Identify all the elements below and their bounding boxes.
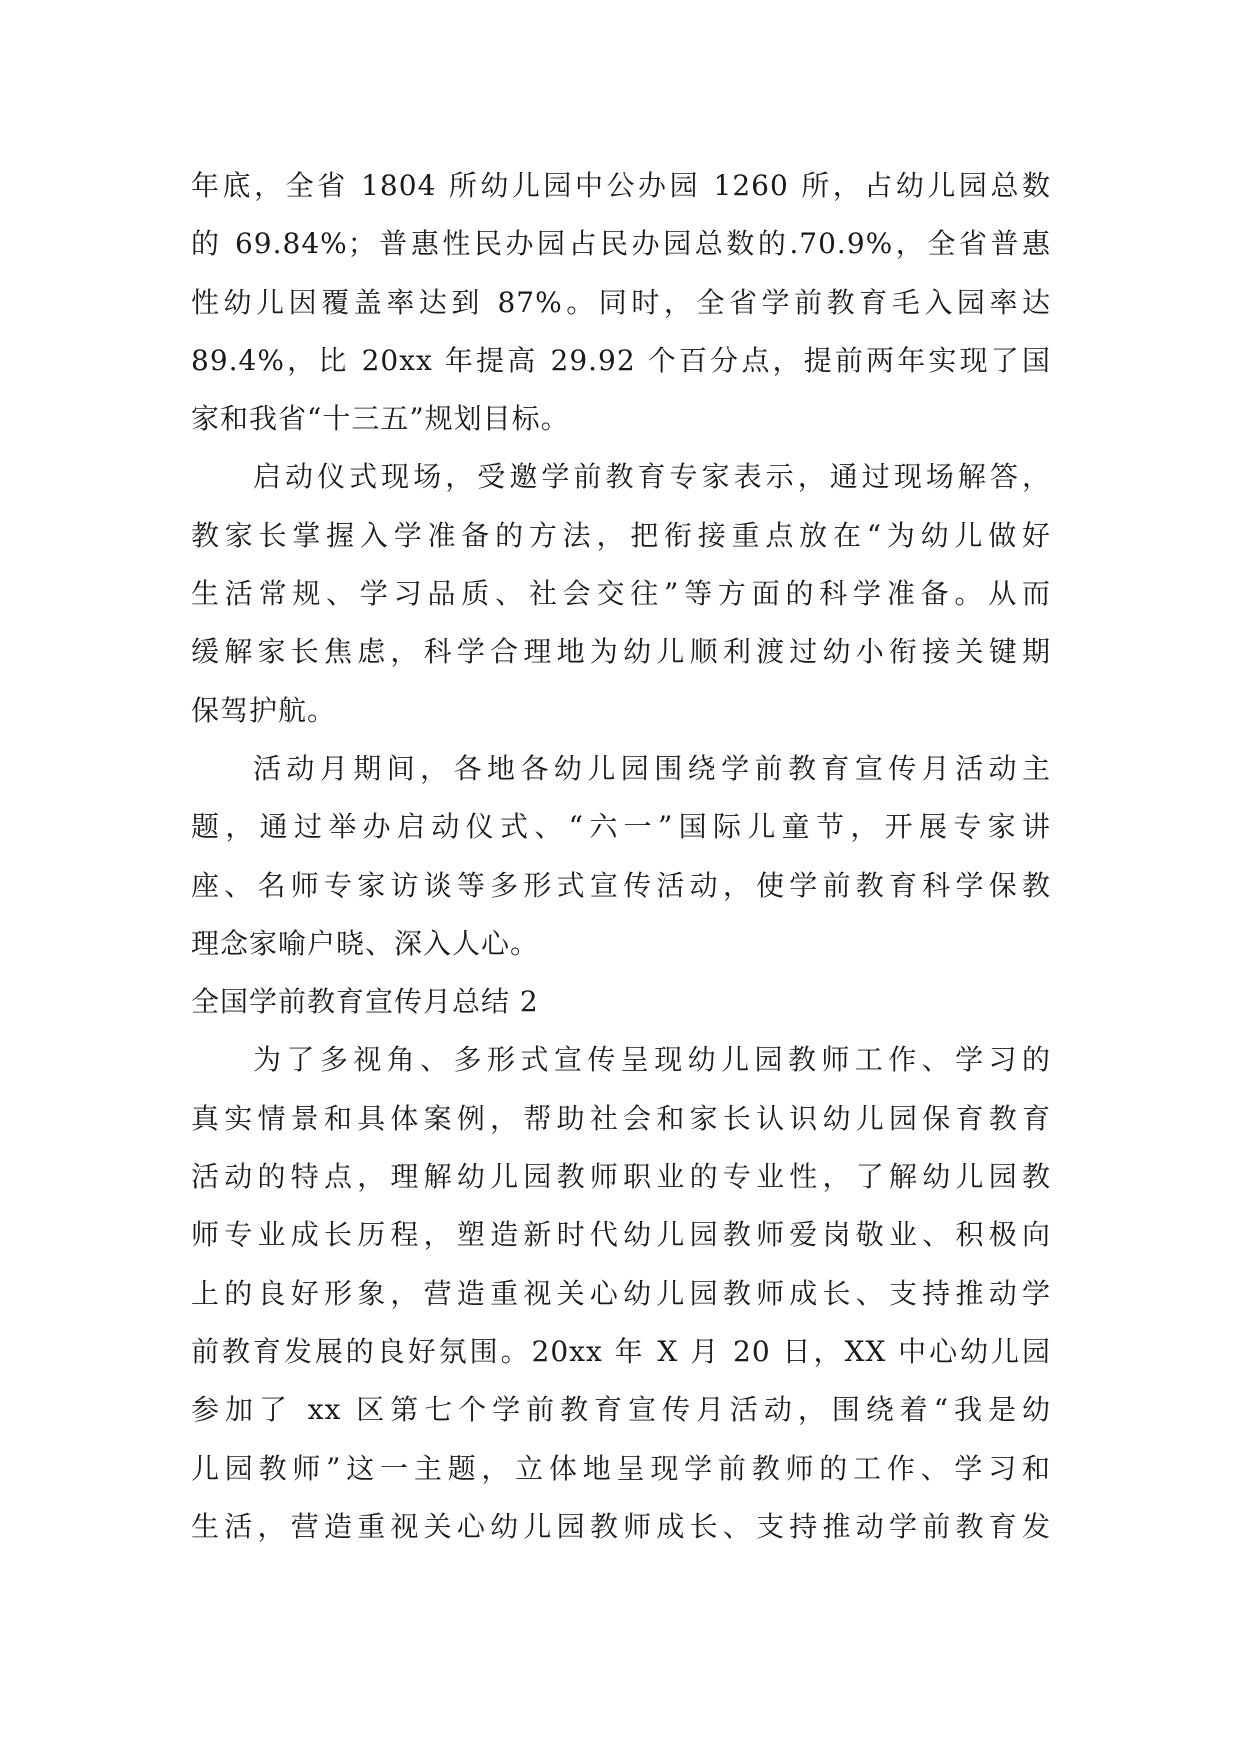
paragraph-2 bbox=[191, 448, 1051, 739]
paragraph-line: 保驾护航。 bbox=[191, 693, 337, 727]
paragraph-line: 的 69.84%；普惠性民办园占民办园总数的.70.9%，全省普惠 bbox=[191, 227, 1051, 261]
paragraph-line: 89.4%，比 20xx 年提高 29.92 个百分点，提前两年实现了国 bbox=[191, 343, 1051, 377]
paragraph-line: 缓解家长焦虑，科学合理地为幼儿顺利渡过幼小衔接关键期 bbox=[191, 635, 1051, 669]
paragraph-line: 真实情景和具体案例，帮助社会和家长认识幼儿园保育教育 bbox=[191, 1101, 1051, 1135]
paragraph-line: 题，通过举办启动仪式、“六一”国际儿童节，开展专家讲 bbox=[191, 810, 1051, 844]
paragraph-1 bbox=[191, 157, 1051, 448]
paragraph-line: 性幼儿因覆盖率达到 87%。同时，全省学前教育毛入园率达 bbox=[191, 285, 1051, 319]
paragraph-line: 为了多视角、多形式宣传呈现幼儿园教师工作、学习的 bbox=[253, 1043, 1051, 1077]
paragraph-line: 座、名师专家访谈等多形式宣传活动，使学前教育科学保教 bbox=[191, 868, 1051, 902]
paragraph-line: 上的良好形象，营造重视关心幼儿园教师成长、支持推动学 bbox=[191, 1276, 1051, 1310]
paragraph-line: 师专业成长历程，塑造新时代幼儿园教师爱岗敬业、积极向 bbox=[191, 1218, 1051, 1252]
paragraph-line: 儿园教师”这一主题，立体地呈现学前教师的工作、学习和 bbox=[191, 1451, 1051, 1485]
paragraph-line: 年底，全省 1804 所幼儿园中公办园 1260 所，占幼儿园总数 bbox=[191, 169, 1051, 202]
paragraph-line: 家和我省“十三五”规划目标。 bbox=[191, 402, 570, 436]
paragraph-line: 启动仪式现场，受邀学前教育专家表示，通过现场解答， bbox=[253, 460, 1051, 494]
section-heading: 全国学前教育宣传月总结 2 bbox=[191, 985, 539, 1019]
document-body bbox=[191, 157, 1051, 1556]
paragraph-line: 生活，营造重视关心幼儿园教师成长、支持推动学前教育发 bbox=[191, 1509, 1051, 1543]
paragraph-line: 前教育发展的良好氛围。20xx 年 X 月 20 日，XX 中心幼儿园 bbox=[191, 1334, 1051, 1368]
paragraph-4 bbox=[191, 1031, 1051, 1556]
paragraph-line: 参加了 xx 区第七个学前教育宣传月活动，围绕着“我是幼 bbox=[191, 1393, 1051, 1427]
paragraph-line: 理念家喻户晓、深入人心。 bbox=[191, 926, 540, 960]
paragraph-line: 生活常规、学习品质、社会交往”等方面的科学准备。从而 bbox=[191, 577, 1051, 611]
paragraph-line: 活动的特点，理解幼儿园教师职业的专业性，了解幼儿园教 bbox=[191, 1160, 1051, 1194]
paragraph-line: 活动月期间，各地各幼儿园围绕学前教育宣传月活动主 bbox=[253, 751, 1051, 785]
paragraph-3 bbox=[191, 740, 1051, 973]
paragraph-line: 教家长掌握入学准备的方法，把衔接重点放在“为幼儿做好 bbox=[191, 518, 1051, 552]
